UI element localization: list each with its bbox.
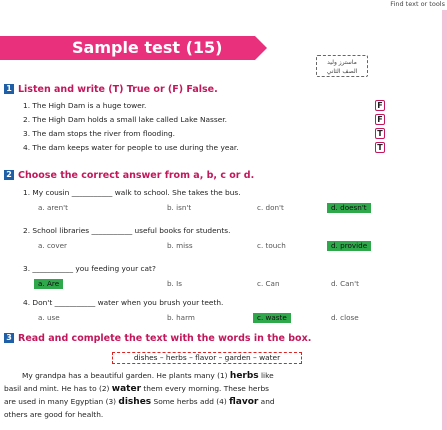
- mc-option-selected: c. waste: [253, 313, 291, 323]
- mc-option: d. close: [331, 313, 359, 322]
- worksheet-page: [0, 10, 447, 430]
- filled-answer: flavor: [229, 397, 259, 407]
- section-3-heading: 3 Read and complete the text with the words in the box.: [4, 331, 311, 345]
- mc-question-4: 4. Don't ___________ water when you brush your teeth.: [23, 298, 224, 307]
- section-1-heading: 1 Listen and write (T) True or (F) False.: [4, 82, 218, 96]
- find-text-tools[interactable]: Find text or tools: [390, 0, 445, 8]
- filled-answer: herbs: [229, 371, 259, 381]
- filled-answer: dishes: [118, 397, 152, 407]
- mc-option-selected: a. Are: [34, 279, 63, 289]
- section-2-heading: 2 Choose the correct answer from a, b, c or d.: [4, 168, 254, 182]
- tf-answer-2: F: [375, 114, 385, 125]
- tf-item-2: 2. The High Dam holds a small lake called Lake Nasser.: [23, 115, 228, 124]
- tf-answer-3: T: [375, 128, 385, 139]
- passage-line-3: are used in many Egyptian (3) dishes Some herbs add (4) flavor and: [4, 397, 275, 407]
- mc-option: c. don't: [257, 203, 284, 212]
- page-title: Sample test (15): [72, 38, 223, 57]
- mc-option: c. touch: [257, 241, 286, 250]
- filled-answer: water: [111, 384, 142, 394]
- mc-option: b. isn't: [167, 203, 192, 212]
- tf-answer-1: F: [375, 100, 385, 111]
- mc-option: a. use: [38, 313, 60, 322]
- mc-question-2: 2. School libraries ___________ useful books for students.: [23, 226, 231, 235]
- mc-option: d. Can't: [331, 279, 359, 288]
- viewer-toolbar: [0, 0, 447, 10]
- mc-option: b. miss: [167, 241, 193, 250]
- word-bank-box: dishes – herbs – flavor – garden – water: [112, 352, 302, 364]
- mc-option: a. cover: [38, 241, 67, 250]
- passage-line-1: My grandpa has a beautiful garden. He plants many (1) herbs like: [22, 371, 274, 381]
- tf-item-4: 4. The dam keeps water for people to use during the year.: [23, 143, 239, 152]
- page-border-decoration: [442, 10, 447, 430]
- section-number-badge: 2: [4, 170, 14, 180]
- mc-option-selected: d. doesn't: [327, 203, 371, 213]
- section-number-badge: 1: [4, 84, 14, 94]
- mc-question-3: 3. ___________ you feeding your cat?: [23, 264, 156, 273]
- watermark-stamp: ماسترز وليد الصف الثاني: [316, 55, 368, 77]
- title-banner-arrow: [255, 36, 267, 60]
- tf-item-1: 1. The High Dam is a huge tower.: [23, 101, 147, 110]
- mc-option: b. harm: [167, 313, 195, 322]
- mc-question-1: 1. My cousin ___________ walk to school. She takes the bus.: [23, 188, 241, 197]
- section-number-badge: 3: [4, 333, 14, 343]
- mc-option: b. Is: [167, 279, 182, 288]
- tf-answer-4: T: [375, 142, 385, 153]
- mc-option: c. Can: [257, 279, 280, 288]
- tf-item-3: 3. The dam stops the river from flooding.: [23, 129, 176, 138]
- passage-line-4: others are good for health.: [4, 410, 104, 419]
- passage-line-2: basil and mint. He has to (2) water them every morning. These herbs: [4, 384, 270, 394]
- mc-option: a. aren't: [38, 203, 68, 212]
- mc-option-selected: d. provide: [327, 241, 371, 251]
